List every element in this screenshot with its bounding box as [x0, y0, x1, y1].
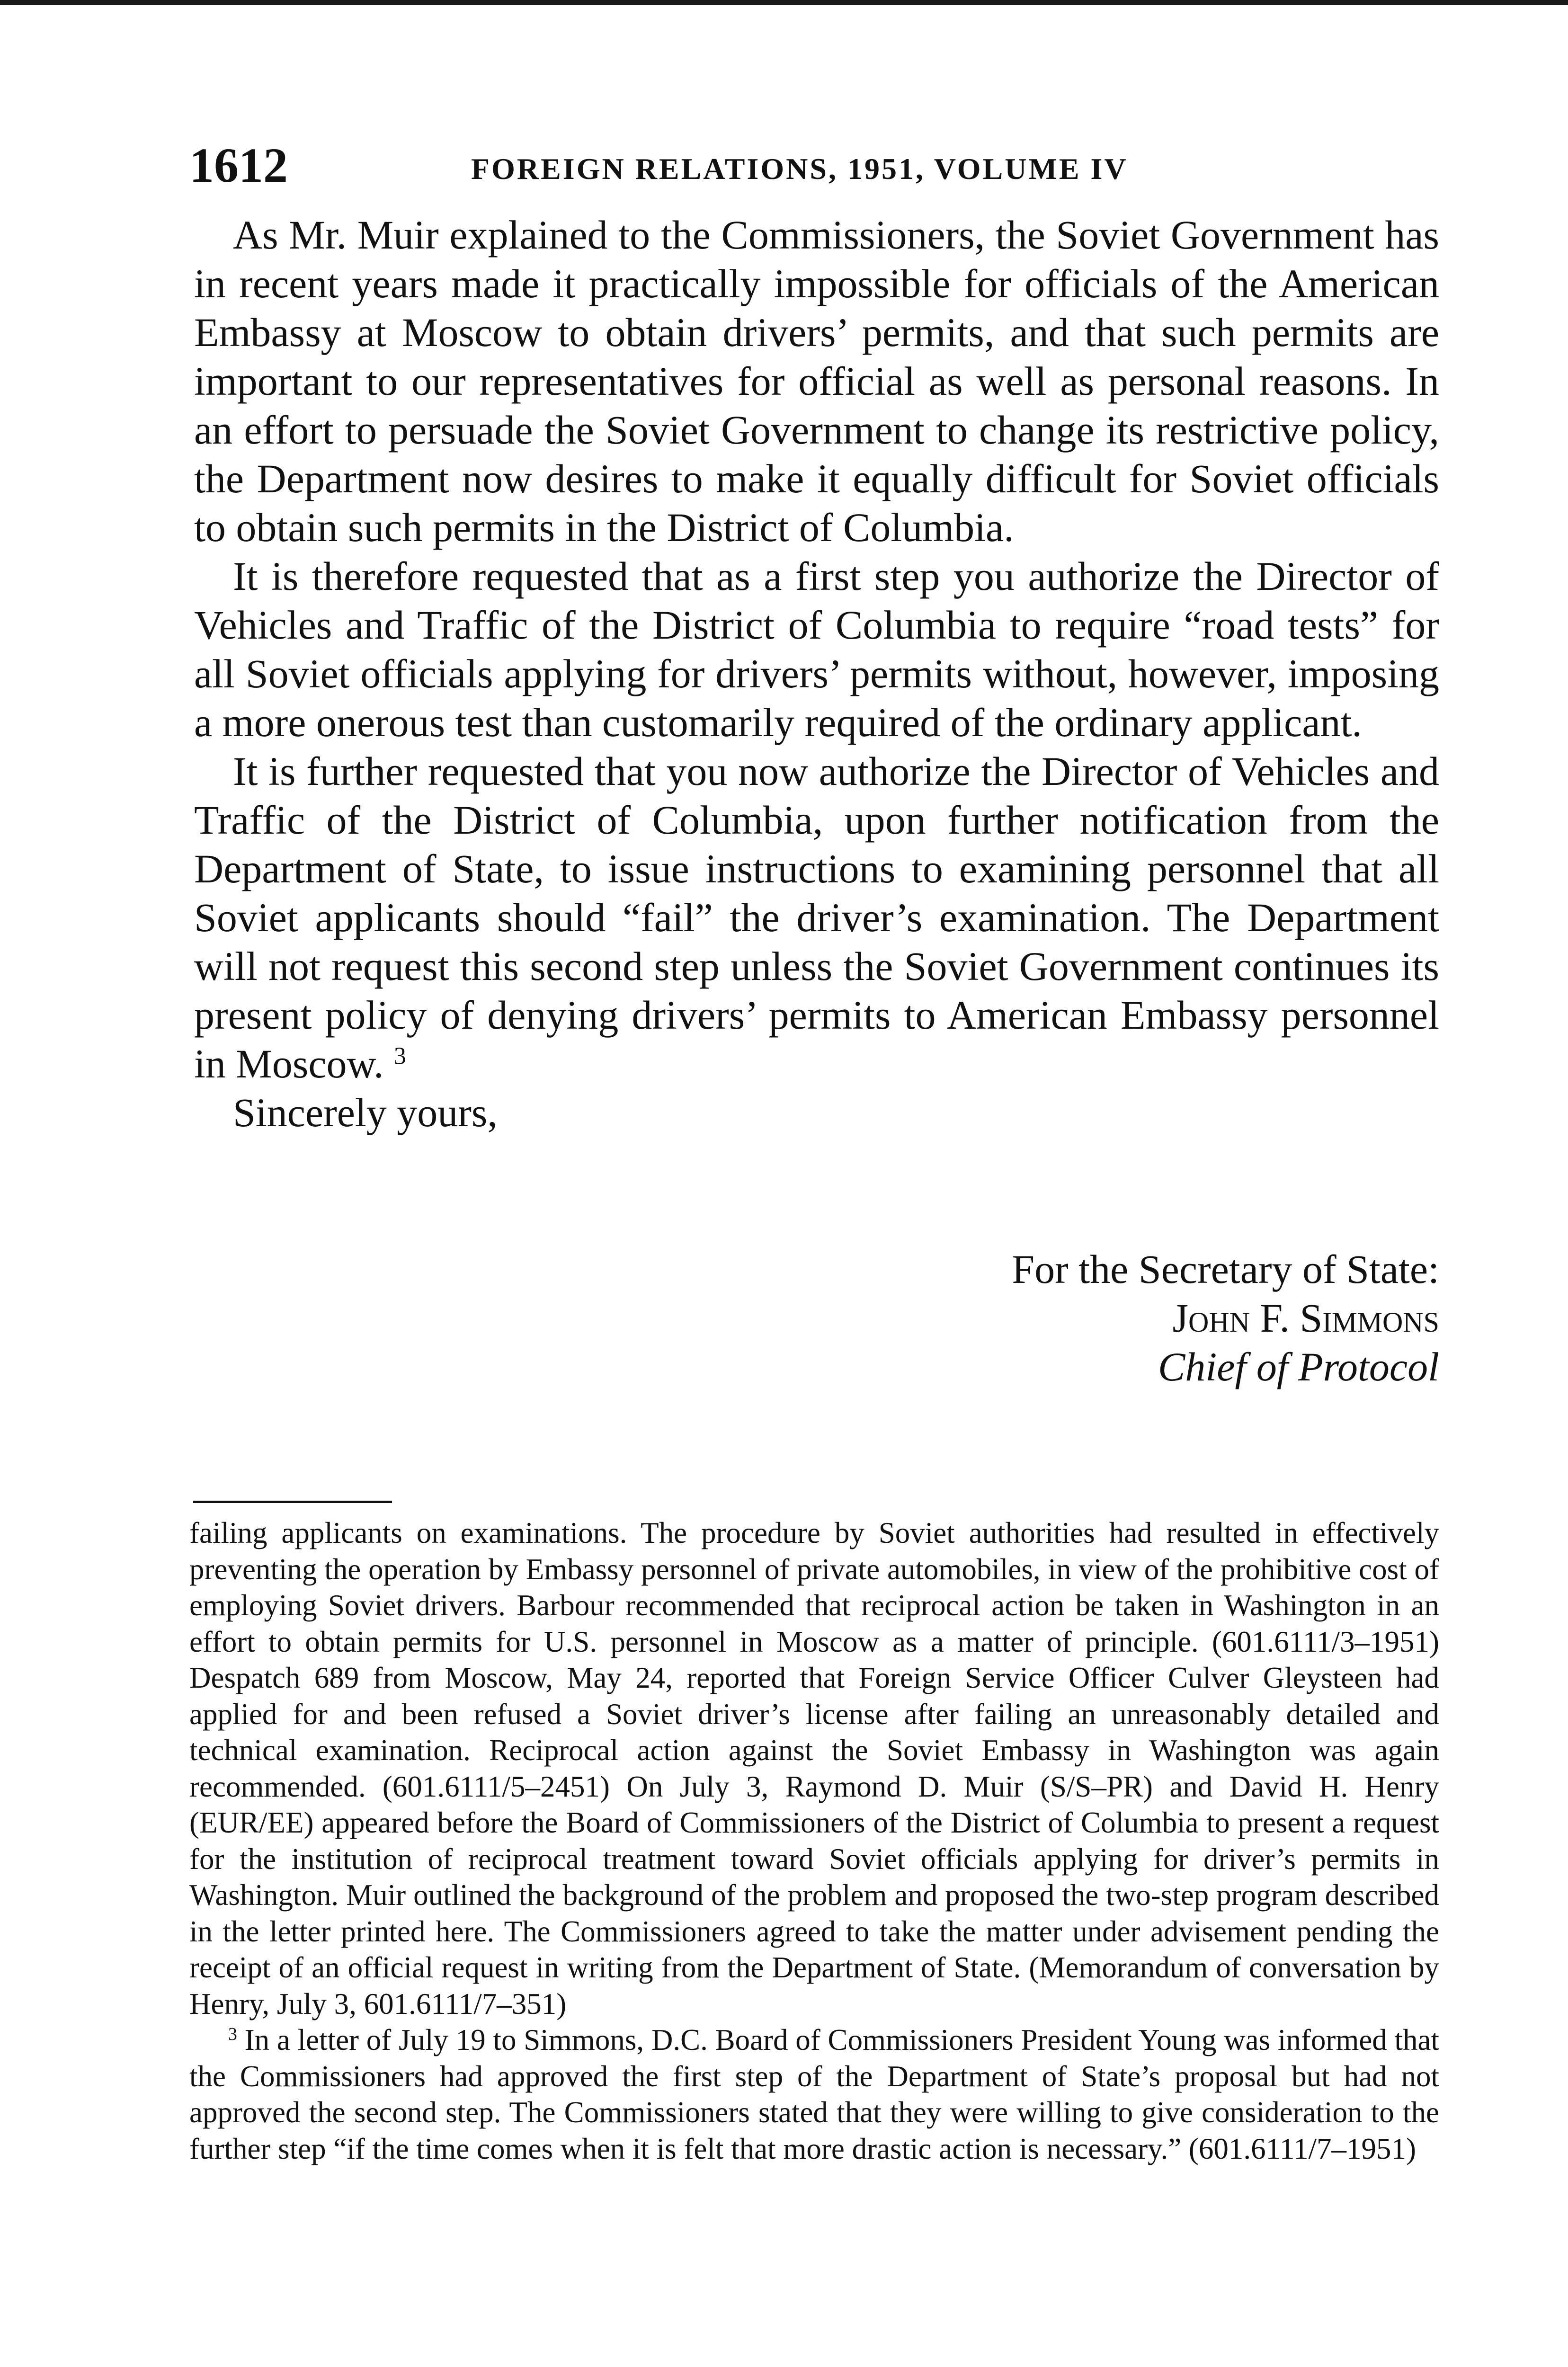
footnote-3-text: In a letter of July 19 to Simmons, D.C. Board of Commissioners President Young was informed that the Commissioners had approved the first step of the Department of State’s proposal but had not approved the second step. The Commissioners stated that they were willing to give consideration to the further step “if the time comes when it is felt that more drastic action is necessary.” (601.6111/7–1951) — [189, 2023, 1440, 2165]
footnote-continued: failing applicants on examinations. The procedure by Soviet authorities had resulted in effectively preventing the operation by Embassy personnel of private automobiles, in view of the prohibitive cost of employing Soviet drivers. Barbour recommended that reciprocal action be taken in Washington in an effort to obtain permits for U.S. personnel in Moscow as a matter of principle. (601.6111/3–1951) Despatch 689 from Moscow, May 24, reported that Foreign Service Officer Culver Gleysteen had applied for and been refused a Soviet driver’s license after failing an unreasonably detailed and technical examination. Reciprocal action against the Soviet Embassy in Washington was again recommended. (601.6111/5–2451) On July 3, Raymond D. Muir (S/S–PR) and David H. Henry (EUR/EE) appeared before the Board of Commissioners of the District of Columbia to present a request for the institution of reciprocal treatment toward Soviet officials applying for driver’s permits in Washington. Muir outlined the background of the problem and proposed the two-step program described in the letter printed here. The Commissioners agreed to take the matter under advisement pending the receipt of an official request in writing from the Department of State. (Memorandum of conversation by Henry, July 3, 601.6111/7–351) — [189, 1516, 1439, 2020]
top-border — [0, 0, 1568, 5]
page-header — [189, 137, 1439, 194]
signature-for: For the Secretary of State: — [1012, 1246, 1439, 1292]
footnote-3 — [189, 2022, 1439, 2167]
letter-paragraph — [194, 747, 1439, 1088]
page-number: 1612 — [189, 138, 288, 193]
signer-title: Chief of Protocol — [1158, 1344, 1439, 1389]
letter-paragraph: As Mr. Muir explained to the Commissioners, the Soviet Government has in recent years made it practically impossible for officials of the American Embassy at Moscow to obtain drivers’ permits, and that such permits are important to our representatives for official as well as personal reasons. In an effort to persuade the Soviet Government to change its restrictive policy, the Department now desires to make it equally difficult for Soviet officials to obtain such permits in the District of Columbia. — [194, 212, 1439, 550]
letter-body — [194, 211, 1439, 1137]
letter-paragraph-text: It is further requested that you now authorize the Director of Vehicles and Traffic of the District of Columbia, upon further notification from the Department of State, to issue instructions to examining personnel that all Soviet applicants should “fail” the driver’s examination. The Department will not request this second step unless the Soviet Government continues its present policy of denying drivers’ permits to American Embassy personnel in Moscow. — [194, 748, 1439, 1086]
letter-paragraph: It is therefore requested that as a first step you authorize the Director of Vehicles and Traffic of the District of Columbia to require “road tests” for all Soviet officials applying for drivers’ permits without, however, imposing a more onerous test than customarily required of the ordinary applicant. — [194, 553, 1439, 745]
footnote-3-marker: 3 — [228, 2024, 237, 2045]
footnote-rule — [193, 1501, 392, 1503]
signer-name: John F. Simmons — [1172, 1295, 1439, 1341]
footnote-reference: 3 — [394, 1042, 406, 1070]
running-title: FOREIGN RELATIONS, 1951, VOLUME IV — [471, 152, 1128, 186]
footnotes — [189, 1515, 1439, 2167]
salutation: Sincerely yours, — [233, 1090, 498, 1135]
